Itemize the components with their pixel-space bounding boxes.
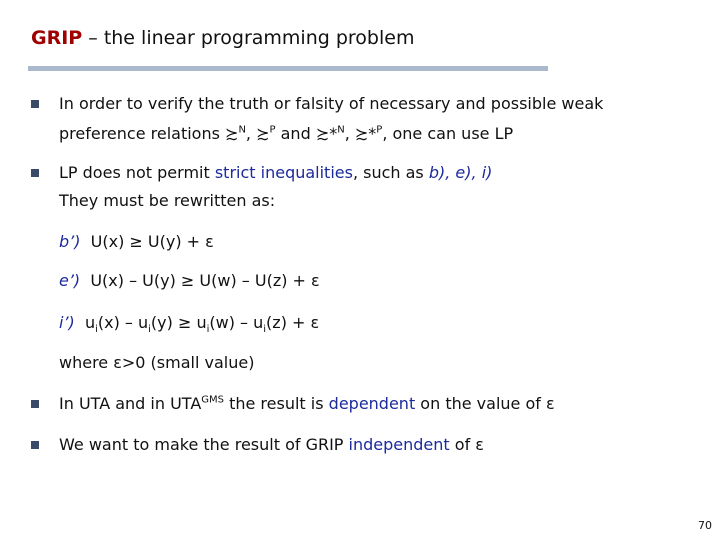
bullet-3: In UTA and in $UTA^{GMS}$ the result is dependent on the value of ε [59, 394, 555, 413]
equation-label: b’) [59, 232, 81, 251]
constraint-refs: b), e), i) [428, 163, 493, 182]
equation-label: e’) [59, 271, 81, 290]
bullet-4: We want to make the result of GRIP independent of ε [59, 435, 484, 454]
title-emphasis: GRIP [31, 27, 83, 49]
equation-body: U(x) – U(y) ≥ U(w) – U(z) + ε [90, 271, 320, 290]
bullet-marker [31, 100, 39, 108]
page-number: 70 [698, 519, 712, 532]
independent-term: independent [348, 435, 450, 454]
relation-symbol: ≿ [354, 124, 369, 143]
strict-inequalities-term: strict inequalities [214, 163, 353, 182]
bullet-marker [31, 169, 39, 177]
bullet-marker [31, 400, 39, 408]
bullet-1-line-2: preference relations ≿$^N$, ≿$^P$ and ≿*$^N$, ≿*$^P$, one can use LP [59, 124, 514, 143]
relation-symbol: ≿ [225, 124, 239, 143]
epsilon-note: where ε>0 (small value) [59, 353, 255, 372]
title-text: – the linear programming problem [82, 27, 415, 49]
relation-symbol: ≿ [315, 124, 330, 143]
equation-e-prime [59, 271, 320, 290]
relation-symbol: ≿ [256, 124, 270, 143]
bullet-marker [31, 441, 39, 449]
title-underline [28, 66, 548, 71]
equation-label: i’) [59, 313, 75, 332]
bullet-2-line-1: LP does not permit strict inequalities, such as b), e), i) [59, 163, 493, 182]
equation-b-prime [59, 232, 214, 251]
equation-i-prime: i’) $u_i(x) - u_i(y) \ge u_i(w) - u_i(z) + \varepsilon$ [59, 313, 320, 336]
dependent-term: dependent [328, 394, 416, 413]
equation-body: U(x) ≥ U(y) + ε [90, 232, 214, 251]
bullet-1-line-1: In order to verify the truth or falsity of necessary and possible weak [59, 94, 604, 113]
slide-title [31, 27, 414, 49]
bullet-2-line-2: They must be rewritten as: [59, 191, 276, 210]
